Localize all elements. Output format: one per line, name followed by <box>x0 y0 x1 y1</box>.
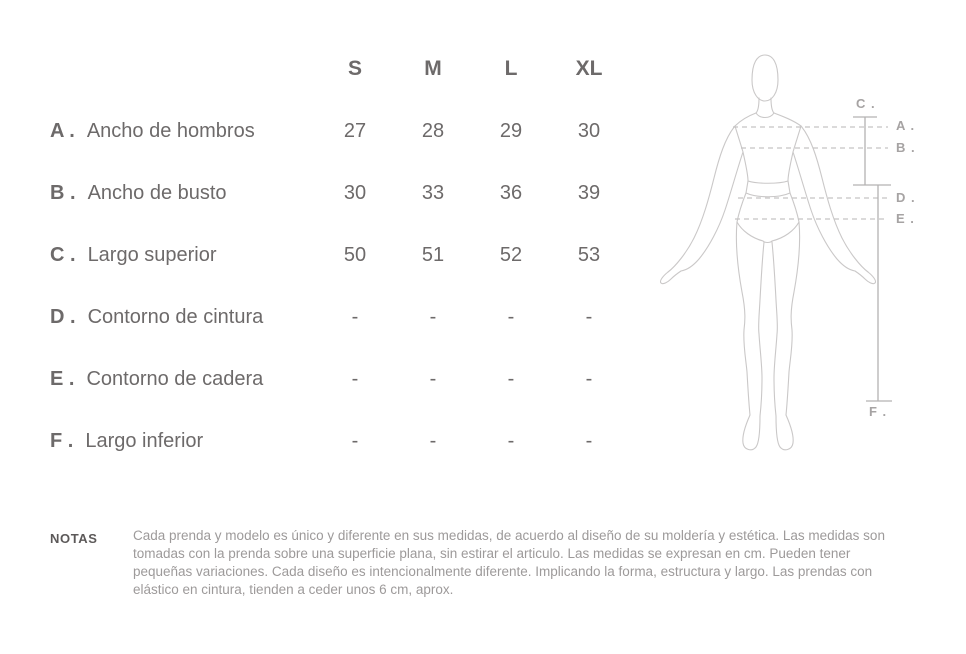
row-label-largo-inferior <box>50 410 316 472</box>
cell-value: 51 <box>421 243 445 266</box>
row-name: Contorno de cintura <box>87 305 264 328</box>
cell-value: 30 <box>343 181 367 204</box>
figure-label-e: E . <box>896 211 915 226</box>
row-key: F . <box>50 429 74 452</box>
body-outline <box>660 55 875 450</box>
row-name: Ancho de hombros <box>86 119 255 142</box>
notes-paragraph: Cada prenda y modelo es único y diferente en sus medidas, de acuerdo al diseño de su moldería y estética. Las medidas son tomadas con la prenda sobre una superficie plana, sin estirar el articulo. Las medidas se expresan en cm. Pueden tener pequeñas variaciones. Cada diseño es intencionalmente diferente. Implicando la forma, estructura y largo. Las prendas con elástico en cintura, tienden a ceder unos 6 cm, aprox. <box>133 528 885 597</box>
cell-value: 30 <box>577 119 601 142</box>
row-name: Ancho de busto <box>87 181 227 204</box>
cell-value: 27 <box>343 119 367 142</box>
cell-value: - <box>507 367 515 390</box>
cell-value: - <box>351 305 359 328</box>
cell-value: 39 <box>577 181 601 204</box>
size-header-s: S <box>347 57 362 80</box>
figure-label-a: A . <box>896 118 916 133</box>
cell-value: 50 <box>343 243 367 266</box>
row-label-ancho-de-hombros <box>50 100 316 162</box>
row-label-contorno-de-cadera <box>50 348 316 410</box>
cell-value: - <box>429 305 437 328</box>
size-header-xl: XL <box>575 57 603 80</box>
croquis-figure-drawing <box>640 30 966 480</box>
measurement-figure <box>640 30 966 480</box>
cell-value: 53 <box>577 243 601 266</box>
row-label-largo-superior <box>50 224 316 286</box>
row-key: E . <box>50 367 75 390</box>
row-key: B . <box>50 181 76 204</box>
row-key: D . <box>50 305 76 328</box>
figure-label-d: D . <box>896 190 916 205</box>
row-label-ancho-de-busto <box>50 162 316 224</box>
figure-label-f: F . <box>869 404 888 419</box>
size-header-l: L <box>504 57 518 80</box>
row-label-contorno-de-cintura <box>50 286 316 348</box>
row-name: Contorno de cadera <box>86 367 264 390</box>
cell-value: 36 <box>499 181 523 204</box>
cell-value: - <box>429 367 437 390</box>
cell-value: 29 <box>499 119 523 142</box>
cell-value: - <box>507 429 515 452</box>
row-key: C . <box>50 243 76 266</box>
measurement-brackets <box>853 117 892 401</box>
cell-value: - <box>351 367 359 390</box>
cell-value: - <box>351 429 359 452</box>
cell-value: 33 <box>421 181 445 204</box>
cell-value: 52 <box>499 243 523 266</box>
cell-value: - <box>585 367 593 390</box>
size-header-m: M <box>424 57 442 80</box>
size-table <box>50 38 628 472</box>
cell-value: - <box>507 305 515 328</box>
row-name: Largo superior <box>87 243 217 266</box>
row-name: Largo inferior <box>85 429 204 452</box>
notes-heading: NOTAS <box>50 531 98 546</box>
figure-label-b: B . <box>896 140 916 155</box>
cell-value: - <box>429 429 437 452</box>
row-key: A . <box>50 119 75 142</box>
figure-label-c: C . <box>856 96 876 111</box>
cell-value: - <box>585 305 593 328</box>
cell-value: 28 <box>421 119 445 142</box>
cell-value: - <box>585 429 593 452</box>
table-corner-spacer <box>50 38 316 100</box>
